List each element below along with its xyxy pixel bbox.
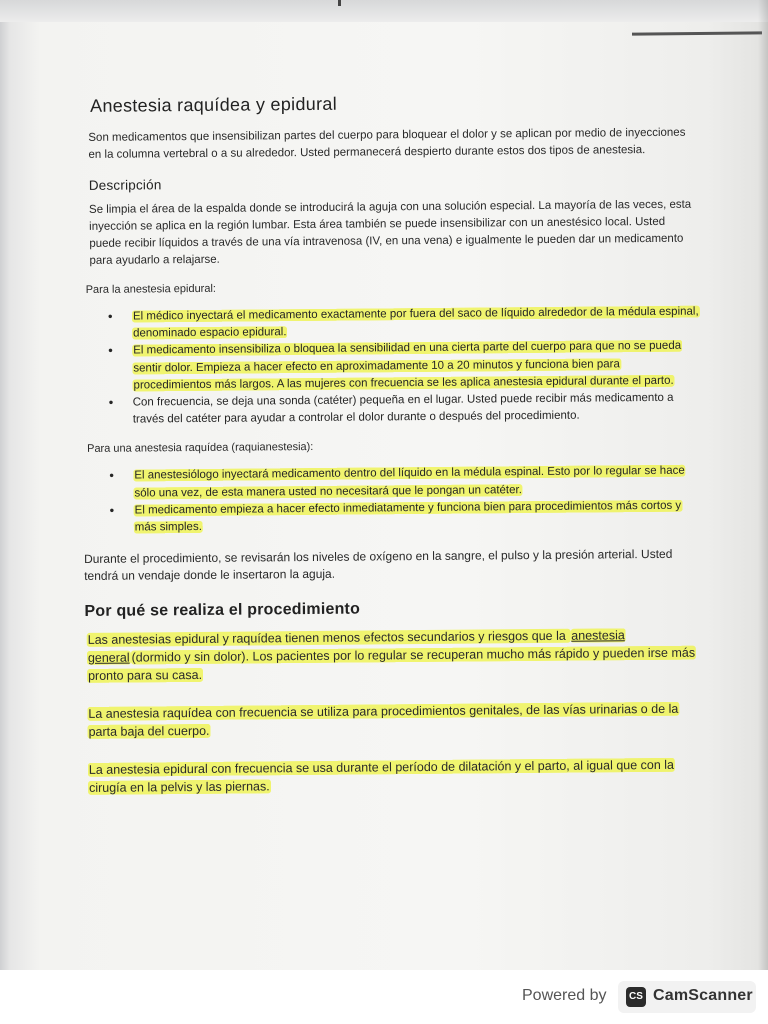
list-item <box>107 304 700 344</box>
list-item <box>108 338 700 395</box>
bullet-dot-icon: • <box>107 308 113 324</box>
list-item-text: El médico inyectará el medicamento exactamente por fuera del saco de líquido alrededor de la médula espinal, denominado espacio epidural. <box>132 305 699 340</box>
section-heading-porque: Por qué se realiza el procedimiento <box>84 600 361 621</box>
porque-paragraph-3 <box>88 756 704 797</box>
paper-right-shadow <box>758 0 768 970</box>
document-body <box>78 91 704 798</box>
porque-p3-text: La anestesia epidural con frecuencia se usa durante el período de dilatación y el parto, al igual que con la cirugía en la pelvis y las piernas. <box>88 758 675 796</box>
list-item <box>108 390 701 430</box>
porque-paragraph-1 <box>87 626 703 685</box>
scanner-footer <box>0 970 768 1024</box>
list-item-text: El anestesiólogo inyectará medicamento dentro del líquido en la médula espinal. Esto por lo regular se hace sólo una vez, de esta manera usted no necesitará que le pongan un catéter. <box>134 465 685 500</box>
anestesia-general-link[interactable]: anestesia general <box>87 628 625 666</box>
raquidea-list <box>81 463 702 537</box>
document-title: Anestesia raquídea y epidural <box>89 93 338 116</box>
epidural-lead: Para la anestesia epidural: <box>85 282 216 296</box>
list-item <box>109 463 701 503</box>
bullet-dot-icon: • <box>108 343 113 359</box>
epidural-list <box>80 304 701 430</box>
camscanner-badge[interactable] <box>618 981 756 1013</box>
camscanner-logo-icon: CS <box>626 987 646 1007</box>
porque-p1-text-end: (dormido y sin dolor). Los pacientes por lo regular se recuperan mucho más rápido y pueden irse más pronto para su casa. <box>88 645 696 684</box>
porque-paragraph-2 <box>87 700 703 741</box>
list-item <box>109 497 702 537</box>
powered-by-label: Powered by <box>522 987 607 1004</box>
list-item-text: Con frecuencia, se deja una sonda (catéter) pequeña en el lugar. Usted puede recibir más medicamento a través del catéter para ayudar a controlar el dolor durante o después del procedimiento. <box>132 391 674 426</box>
durante-paragraph: Durante el procedimiento, se revisarán los niveles de oxígeno en la sangre, el pulso y la presión arterial. Usted tendrá un vendaje donde le insertaron la aguja. <box>83 547 673 584</box>
paper-edge-line <box>632 31 762 35</box>
intro-paragraph: Son medicamentos que insensibilizan partes del cuerpo para bloquear el dolor y se aplican por medio de inyecciones en la columna vertebral o a su alrededor. Usted permanecerá despierto durante estos dos tipos de anestesia. <box>88 126 686 161</box>
bullet-dot-icon: • <box>109 502 115 518</box>
list-item-text: El medicamento insensibiliza o bloquea la sensibilidad en una cierta parte del cuerpo para que no se pueda sentir dolor. Empieza a hacer efecto en aproximadamente 10 a 20 minutos y funciona bien para procedimientos más largos. A las mujeres con frecuencia se les aplica anestesia epidural durante el parto. <box>133 340 682 392</box>
porque-p1-text: Las anestesias epidural y raquídea tienen menos efectos secundarios y riesgos que la <box>87 628 570 648</box>
camscanner-brand: CamScanner <box>653 987 753 1004</box>
raquidea-lead: Para una anestesia raquídea (raquianestesia): <box>87 441 314 456</box>
section-heading-descripcion: Descripción <box>88 177 162 193</box>
paper-top-edge <box>0 0 768 22</box>
bullet-dot-icon: • <box>108 394 114 410</box>
list-item-text: El medicamento empieza a hacer efecto inmediatamente y funciona bien para procedimientos más cortos y más simples. <box>134 499 682 534</box>
porque-p2-text: La anestesia raquídea con frecuencia se utiliza para procedimientos genitales, de las vías urinarias o de la parta baja del cuerpo. <box>88 702 679 740</box>
paper-mark <box>338 0 341 6</box>
bullet-dot-icon: • <box>109 468 114 484</box>
descripcion-paragraph: Se limpia el área de la espalda donde se introducirá la aguja con una solución especial. La mayoría de las veces, esta inyección se aplica en la región lumbar. Esta área también se puede insensibilizar con un anestésico local. Usted puede recibir líquidos a través de una vía intravenosa (IV, en una vena) e igualmente le pueden dar un medicamento para ayudarlo a relajarse. <box>88 198 692 267</box>
